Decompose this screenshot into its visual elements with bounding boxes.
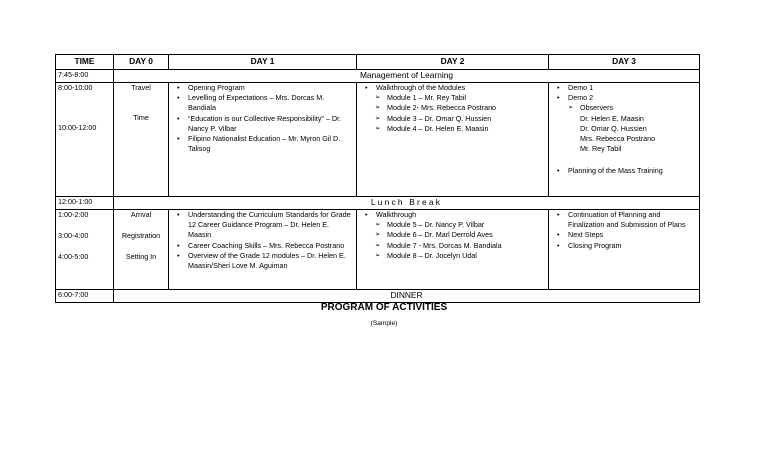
page-title: PROGRAM OF ACTIVITIES	[320, 302, 448, 313]
management-row	[56, 69, 700, 82]
time-slot: 3:00-4:00	[58, 231, 89, 241]
day1-cell	[169, 209, 357, 289]
module-item: ➢ Module 5 – Dr. Nancy P. Vilbar	[359, 220, 546, 230]
page-subtitle: (Sample)	[370, 320, 398, 327]
list-item: • Filipino Nationalist Education – Mr. Myron Gil D. Talisog	[171, 134, 354, 154]
management-of-learning: Management of Learning	[114, 69, 700, 82]
list-item: • Closing Program	[551, 241, 697, 251]
time-cell: 6:00-7:00	[56, 289, 114, 302]
day0-cell	[114, 82, 169, 196]
time-slot: 4:00-5:00	[58, 252, 89, 262]
list-item: • Levelling of Expectations – Mrs. Dorcas M. Bandiala	[171, 93, 354, 113]
day2-cell	[357, 82, 549, 196]
morning-row	[56, 82, 700, 196]
time-slot: 1:00-2:00	[58, 209, 89, 219]
day0-text: Setting In	[125, 252, 157, 262]
list-item: • Understanding the Curriculum Standards for Grade 12 Career Guidance Program – Dr. Helen E. Maasin	[171, 210, 354, 241]
module-item: ➢ Module 1 – Mr. Rey Tabil	[359, 93, 546, 103]
time-cell: 12:00-1:00	[56, 196, 114, 209]
module-item: ➢ Module 8 – Dr. Jocelyn Udal	[359, 251, 546, 261]
list-item: • Demo 1	[551, 83, 697, 93]
time-cell: 7:45-8:00	[56, 69, 114, 82]
module-item: ➢ Module 3 – Dr. Omar Q. Hussien	[359, 114, 546, 124]
day0-text: Travel	[131, 82, 151, 92]
day0-text: Registration	[121, 231, 161, 241]
observer-name: Dr. Helen E. Maasin	[580, 113, 644, 123]
header-day3: DAY 3	[549, 55, 700, 70]
list-item: • Opening Program	[171, 83, 354, 93]
day0-text: Arrival	[130, 209, 152, 219]
day0-text: Time	[133, 113, 149, 123]
list-item: • Walkthrough of the Modules	[359, 83, 546, 93]
list-item: • Walkthrough	[359, 210, 546, 220]
list-item: • Overview of the Grade 12 modules – Dr. Helen E. Maasin/Sheri Love M. Aguiman	[171, 251, 354, 271]
observer-name: Mr. Rey Tabil	[580, 144, 622, 154]
day3-cell	[549, 82, 700, 196]
day0-cell	[114, 209, 169, 289]
demo2-label: Demo 2	[568, 93, 594, 103]
header-day1: DAY 1	[169, 55, 357, 70]
module-item: ➢ Module 7 - Mrs. Dorcas M. Bandiala	[359, 241, 546, 251]
module-item: ➢ Module 4 – Dr. Helen E. Maasin	[359, 124, 546, 134]
time-slot: 10:00-12:00	[58, 123, 97, 133]
lunch-break: Lunch Break	[114, 196, 700, 209]
header-day0: DAY 0	[114, 55, 169, 70]
dinner-row	[56, 289, 700, 302]
header-row	[56, 55, 700, 70]
list-item: • Planning of the Mass Training	[551, 166, 697, 176]
list-item	[551, 93, 697, 166]
afternoon-row	[56, 209, 700, 289]
observers-label: ➢ Observers	[568, 103, 697, 113]
header-time: TIME	[56, 55, 114, 70]
header-day2: DAY 2	[357, 55, 549, 70]
time-cell	[56, 209, 114, 289]
day1-cell	[169, 82, 357, 196]
time-cell	[56, 82, 114, 196]
schedule-table	[55, 54, 700, 303]
module-item: ➢ Module 6 – Dr. Marl Derrold Aves	[359, 230, 546, 240]
module-item: ➢ Module 2- Mrs. Rebecca Postrano	[359, 103, 546, 113]
list-item: • Career Coaching Skills – Mrs. Rebecca Postrano	[171, 241, 354, 251]
list-item: • “Education is our Collective Responsibility” – Dr. Nancy P. Vilbar	[171, 114, 354, 134]
time-slot: 8:00-10:00	[58, 82, 93, 92]
day2-cell	[357, 209, 549, 289]
lunch-row	[56, 196, 700, 209]
day3-cell	[549, 209, 700, 289]
list-item: • Next Steps	[551, 230, 697, 240]
observer-name: Dr. Omar Q. Hussien	[580, 123, 647, 133]
dinner: DINNER	[114, 289, 700, 302]
list-item: • Continuation of Planning and Finalization and Submission of Plans	[551, 210, 697, 230]
observer-name: Mrs. Rebecca Postrano	[580, 133, 656, 143]
